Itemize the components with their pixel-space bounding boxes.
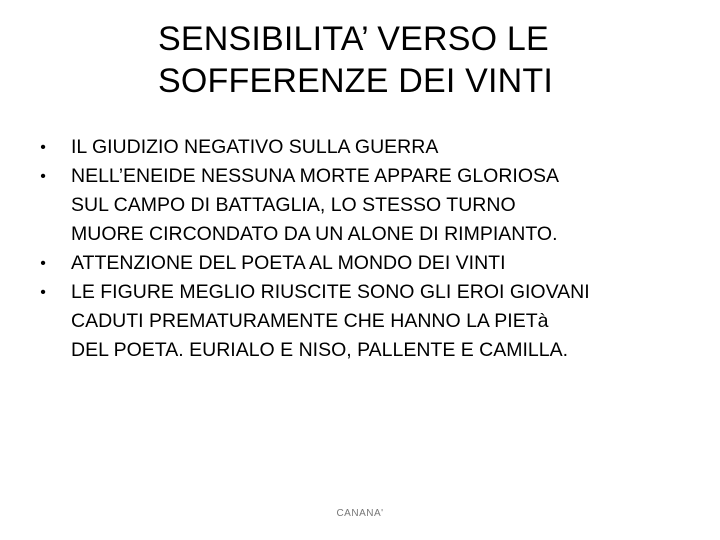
bullet-line: IL GIUDIZIO NEGATIVO SULLA GUERRA — [71, 136, 439, 158]
slide-footer: CANANA' — [336, 508, 384, 519]
bullet-text — [71, 278, 696, 365]
bullet-line: MUORE CIRCONDATO DA UN ALONE DI RIMPIANTO. — [71, 223, 558, 245]
bullet-dot-icon: • — [40, 168, 46, 185]
bullet-text — [71, 162, 696, 249]
bullet-dot-icon: • — [40, 284, 46, 301]
bullet-dot-icon: • — [40, 139, 46, 156]
bullet-text — [71, 249, 696, 278]
bullet-item-3 — [36, 249, 696, 278]
bullet-line: NELL’ENEIDE NESSUNA MORTE APPARE GLORIOSA — [71, 165, 560, 187]
bullet-text — [71, 133, 696, 162]
title-line-2: SOFFERENZE DEI VINTI — [158, 62, 554, 100]
bullet-item-4 — [36, 278, 696, 365]
bullet-list — [36, 133, 696, 365]
title-line-1: SENSIBILITA’ VERSO LE — [158, 20, 549, 58]
bullet-line: ATTENZIONE DEL POETA AL MONDO DEI VINTI — [71, 252, 506, 274]
bullet-line: SUL CAMPO DI BATTAGLIA, LO STESSO TURNO — [71, 194, 516, 216]
bullet-dot-icon: • — [40, 255, 46, 272]
bullet-item-2 — [36, 162, 696, 249]
slide-title — [158, 18, 678, 102]
bullet-item-1 — [36, 133, 696, 162]
bullet-line: CADUTI PREMATURAMENTE CHE HANNO LA PIETà — [71, 310, 549, 332]
bullet-line: LE FIGURE MEGLIO RIUSCITE SONO GLI EROI GIOVANI — [71, 281, 590, 303]
bullet-line: DEL POETA. EURIALO E NISO, PALLENTE E CAMILLA. — [71, 339, 569, 361]
